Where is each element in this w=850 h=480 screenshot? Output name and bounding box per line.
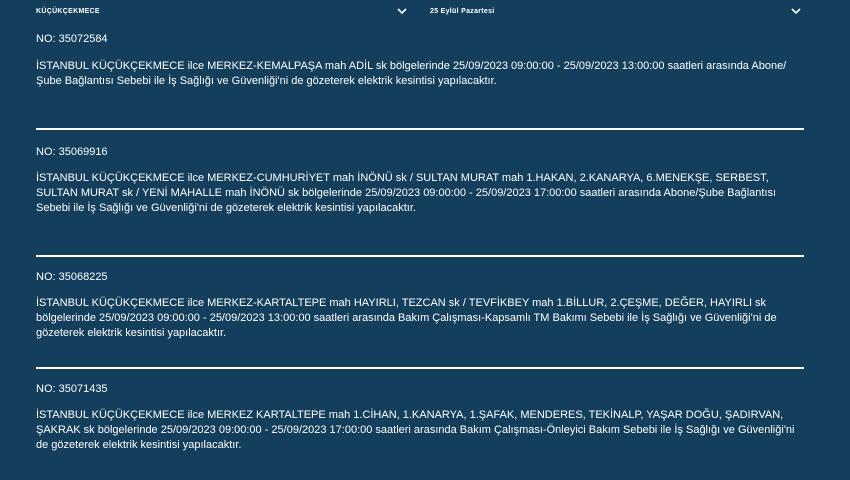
notice-number: NO: 35068225 bbox=[36, 271, 108, 283]
notice-text: İSTANBUL KÜÇÜKÇEKMECE ilce MERKEZ KARTALTEPE mah 1.CİHAN, 1.KANARYA, 1.ŞAFAK, MENDERES, TEKİNALP, YAŞAR DOĞU, ŞADIRVAN, ŞAKRAK sk bölgelerinde 25/09/2023 09:00:00 - 25/09/2023 17:00:00 saatleri arasında Bakım Çalışması-Önleyici Bakım Sebebi ile İş Sağlığı ve Güvenliği'ni de gözeterek elektrik kesintisi yapılacaktır. bbox=[36, 409, 795, 451]
notice-text: İSTANBUL KÜÇÜKÇEKMECE ilce MERKEZ-KARTALTEPE mah HAYIRLI, TEZCAN sk / TEVFİKBEY mah 1.BİLLUR, 2.ÇEŞME, DEĞER, HAYIRLI sk bölgelerinde 25/09/2023 09:00:00 - 25/09/2023 13:00:00 saatleri arasında Bakım Çalışması-Kapsamlı TM Bakımı Sebebi ile İş Sağlığı ve Güvenliği'ni de gözeterek elektrik kesintisi yapılacaktır. bbox=[36, 297, 777, 339]
notice-text: İSTANBUL KÜÇÜKÇEKMECE ilce MERKEZ-KEMALPAŞA mah ADİL sk bölgelerinde 25/09/2023 09:00:00 - 25/09/2023 13:00:00 saatleri arasında Abone/Şube Bağlantısı Sebebi ile İş Sağlığı ve Güvenliği'ni de gözeterek elektrik kesintisi yapılacaktır. bbox=[36, 60, 787, 87]
date-select-value: 25 Eylül Pazartesi bbox=[430, 7, 495, 15]
chevron-down-icon bbox=[396, 6, 408, 16]
filter-bar bbox=[0, 0, 850, 24]
chevron-down-icon bbox=[790, 6, 802, 16]
divider bbox=[36, 128, 804, 130]
notice-text: İSTANBUL KÜÇÜKÇEKMECE ilce MERKEZ-CUMHURİYET mah İNÖNÜ sk / SULTAN MURAT mah 1.HAKAN, 2.KANARYA, 6.MENEKŞE, SERBEST, SULTAN MURAT sk / YENİ MAHALLE mah İNÖNÜ sk bölgelerinde 25/09/2023 09:00:00 - 25/09/2023 17:00:00 saatleri arasında Abone/Şube Bağlantısı Sebebi ile İş Sağlığı ve Güvenliği'ni de gözeterek elektrik kesintisi yapılacaktır. bbox=[36, 172, 777, 214]
divider bbox=[36, 255, 804, 257]
district-select[interactable] bbox=[36, 2, 408, 20]
notice-number: NO: 35071435 bbox=[36, 383, 108, 395]
notice-number: NO: 35072584 bbox=[36, 33, 108, 45]
notice-number: NO: 35069916 bbox=[36, 146, 108, 158]
date-select[interactable] bbox=[430, 2, 802, 20]
district-select-value: KÜÇÜKÇEKMECE bbox=[36, 7, 100, 15]
divider bbox=[36, 367, 804, 369]
